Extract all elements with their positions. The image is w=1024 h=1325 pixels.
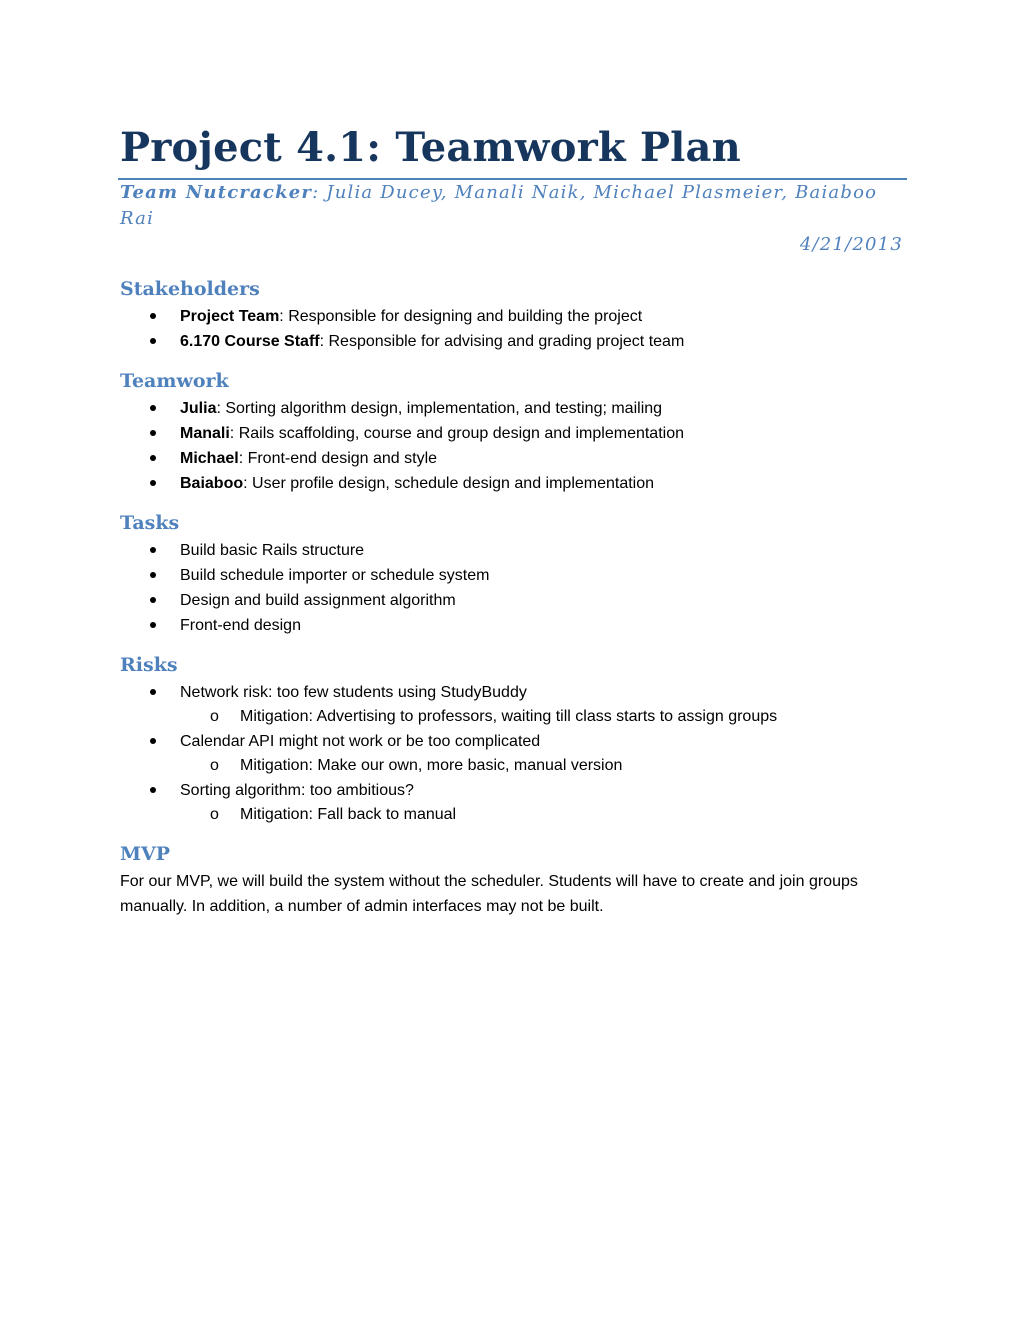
bullet-icon: [150, 689, 156, 695]
list-item: [120, 329, 907, 354]
risks-heading: Risks: [120, 654, 178, 676]
item-label: 6.170 Course Staff: [180, 333, 320, 350]
item-text: : Front-end design and style: [238, 450, 438, 467]
item-text: : User profile design, schedule design and implementation: [243, 475, 655, 492]
teamwork-heading: Teamwork: [120, 370, 229, 392]
list-item: [120, 613, 907, 638]
document-page: [120, 122, 907, 919]
mvp-paragraph: For our MVP, we will build the system without the scheduler. Students will have to create and join groups manually. In addition, a number of admin interfaces may not be built.: [120, 873, 858, 915]
list-item: [120, 680, 907, 729]
list-item: [120, 421, 907, 446]
team-line: [120, 180, 907, 232]
item-text: Sorting algorithm: too ambitious?: [180, 782, 414, 799]
team-name: Team Nutcracker: [120, 182, 313, 203]
stakeholders-heading: Stakeholders: [120, 278, 260, 300]
list-item: [120, 304, 907, 329]
item-text: Network risk: too few students using StudyBuddy: [180, 684, 527, 701]
list-item: [120, 778, 907, 827]
item-label: Manali: [180, 425, 230, 442]
sub-list-item: [180, 803, 907, 827]
item-label: Baiaboo: [180, 475, 244, 492]
mvp-heading: MVP: [120, 843, 171, 865]
item-text: : Responsible for advising and grading project team: [319, 333, 685, 350]
list-item: [120, 729, 907, 778]
item-text: Design and build assignment algorithm: [180, 592, 456, 609]
mitigation-text: Mitigation: Advertising to professors, waiting till class starts to assign groups: [240, 708, 778, 725]
bullet-icon: [150, 787, 156, 793]
circle-bullet-icon: o: [210, 757, 219, 774]
tasks-list: [120, 538, 907, 638]
circle-bullet-icon: o: [210, 708, 219, 725]
document-title: Project 4.1: Teamwork Plan: [120, 124, 741, 171]
bullet-icon: [150, 405, 156, 411]
mitigation-text: Mitigation: Fall back to manual: [240, 806, 457, 823]
bullet-icon: [150, 597, 156, 603]
bullet-icon: [150, 338, 156, 344]
list-item: [120, 446, 907, 471]
item-text: : Sorting algorithm design, implementation, and testing; mailing: [216, 400, 663, 417]
item-text: Front-end design: [180, 617, 301, 634]
stakeholders-list: [120, 304, 907, 354]
list-item: [120, 588, 907, 613]
sub-list-item: [180, 754, 907, 778]
item-label: Julia: [180, 400, 217, 417]
sub-list: [180, 754, 907, 778]
list-item: [120, 538, 907, 563]
sub-list: [180, 803, 907, 827]
bullet-icon: [150, 430, 156, 436]
item-text: Calendar API might not work or be too complicated: [180, 733, 541, 750]
risks-list: [120, 680, 907, 827]
teamwork-list: [120, 396, 907, 496]
item-label: Michael: [180, 450, 239, 467]
tasks-heading: Tasks: [120, 512, 180, 534]
bullet-icon: [150, 313, 156, 319]
item-text: Build basic Rails structure: [180, 542, 365, 559]
circle-bullet-icon: o: [210, 806, 219, 823]
sub-list: [180, 705, 907, 729]
bullet-icon: [150, 572, 156, 578]
bullet-icon: [150, 480, 156, 486]
bullet-icon: [150, 547, 156, 553]
team-members: : Julia Ducey, Manali Naik, Michael Plasmeier, Baiaboo Rai: [120, 182, 878, 229]
item-text: : Responsible for designing and building the project: [279, 308, 643, 325]
item-text: : Rails scaffolding, course and group design and implementation: [229, 425, 684, 442]
bullet-icon: [150, 738, 156, 744]
bullet-icon: [150, 455, 156, 461]
mitigation-text: Mitigation: Make our own, more basic, manual version: [240, 757, 623, 774]
list-item: [120, 471, 907, 496]
item-text: Build schedule importer or schedule system: [180, 567, 490, 584]
list-item: [120, 396, 907, 421]
item-label: Project Team: [180, 308, 280, 325]
sub-list-item: [180, 705, 907, 729]
list-item: [120, 563, 907, 588]
document-date: 4/21/2013: [799, 234, 903, 255]
bullet-icon: [150, 622, 156, 628]
